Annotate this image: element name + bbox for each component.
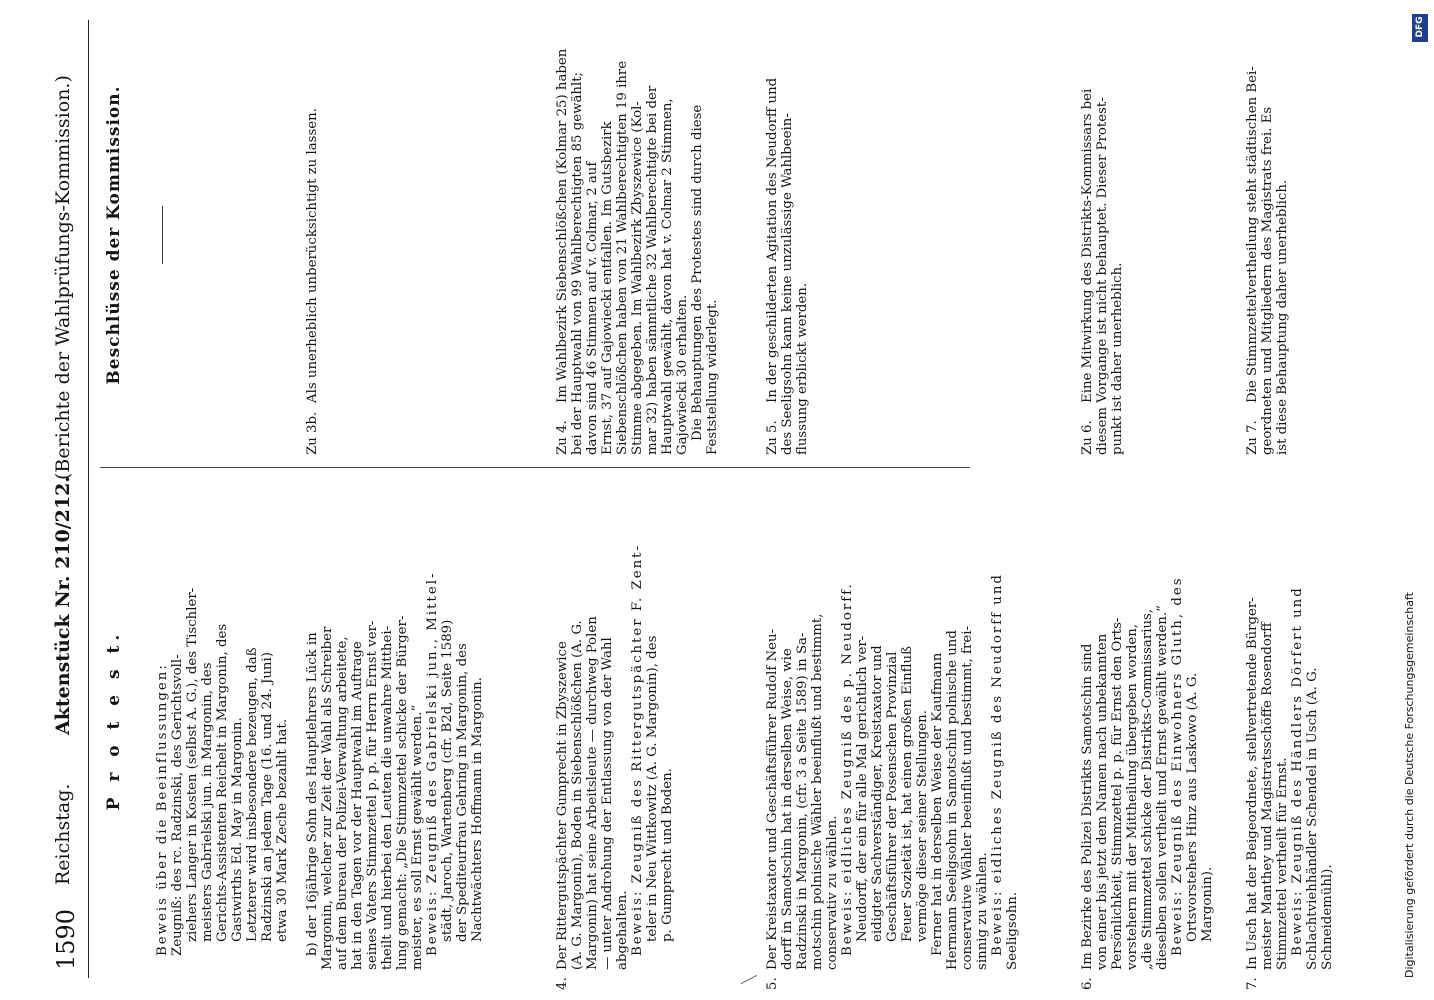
protest-line: von einer bis jetzt dem Namen nach unbekannten [1095, 633, 1110, 970]
protest-line: conservative Wähler beeinflußt und bestimmt, frei- [960, 626, 975, 970]
protest-line: meisters Gabrielski jun. in Margonin, des [200, 662, 215, 942]
protest-line: Beweis: eidliches Zeugniß des Neudorff und [990, 573, 1005, 956]
dfg-logo-text: DFG [1415, 16, 1425, 38]
protest-entry-3b [305, 490, 485, 970]
protest-line: Ferner hat in derselben Weise der Kaufmann [930, 652, 945, 956]
protest-line: Gastwirths Ed. May in Margonin. [230, 717, 245, 942]
resolution-entry-6 [1080, 15, 1125, 455]
protest-line: Ortsvorstehers Hinz aus Laskowo (A. G. [1185, 672, 1200, 942]
resolution-line: Stimme abgegeben. Im Wahlbezirk Zbyszewice (Kol- [630, 101, 645, 455]
protest-title-block [104, 485, 124, 955]
protest-line: hat in den Tagen vor der Hauptwahl im Auftrage [350, 641, 365, 970]
protest-line: ziehers Langer in Kosten (selbst A. G.), des Tischler- [185, 587, 200, 942]
scan-mark [741, 975, 757, 984]
protest-line: seines Vaters Stimmzettel p. p. für Herrn Ernst ver- [365, 620, 380, 970]
resolution-entry-4 [555, 15, 720, 455]
resolution-line: mar 32) haben sämmtliche 32 Wahlberechtigte bei der [645, 85, 660, 455]
resolution-line: geordneten und Mitgliedern des Magistrats frei. Es [1260, 106, 1275, 455]
protest-entry-5 [765, 490, 1020, 990]
resolution-label: Zu 7. [1245, 420, 1260, 455]
protest-line: Margonin, welcher zur Zeit der Wahl als Schreiber [320, 626, 335, 970]
protest-title: P r o t e s t. [104, 629, 124, 811]
protest-line: meister Manthey und Magistratsschöffe Rosendorff [1260, 622, 1275, 970]
protest-line: (A. G. Margonin), Boden in Siebenschlößchen (A. G. [570, 620, 585, 970]
resolution-line: Siebenschlößchen haben von 21 Wahlberechtigten 19 ihre [615, 60, 630, 455]
protest-line: etwa 30 Mark Zeche bezahlt hat. [275, 718, 290, 942]
protest-line: Neudorff, der ein für alle Mal gerichtlich ver- [855, 635, 870, 942]
protest-line: Beweis: Zeugniß des Gabrielski jun., Mittel- [425, 571, 440, 956]
protest-line: dorff in Samotschin hat in derselben Weise, wie [780, 648, 795, 970]
resolution-label: Zu 6. [1080, 420, 1095, 455]
resolution-line: diesem Vorgange ist nicht behauptet. Dieser Protest- [1095, 97, 1110, 455]
resolution-line: Die Stimmzettelvertheilung steht städtischen Bei- [1245, 66, 1260, 403]
protest-line: Stimmzettel vertheilt für Ernst. [1275, 757, 1290, 970]
resolution-label: Zu 3b. [305, 411, 320, 455]
protest-line: „die Stimmzettel schicke der Distrikts-Commissarius, [1140, 608, 1155, 970]
protest-line: Geschäftsführer der Posenschen Provinzial [885, 651, 900, 942]
protest-line: Margonin) hat seine Arbeitsleute — durchweg Polen [585, 616, 600, 970]
resolution-line: davon sind 46 Stimmen auf v. Colmar, 2 auf [585, 161, 600, 455]
header-rule [88, 20, 89, 978]
resolution-line: Als unerheblich unberücksichtigt zu lassen. [305, 108, 320, 403]
protest-line: Beweis: eidliches Zeugniß des p. Neudorff. [840, 582, 855, 956]
protest-line: abgehalten. [615, 890, 630, 970]
digitization-credit [1403, 8, 1430, 992]
protest-item-number: 5. [765, 977, 780, 990]
title-rule [162, 206, 163, 264]
resolution-line: flussung erblickt werden. [795, 282, 810, 455]
credit-text: Digitalisierung gefördert durch die Deutsche Forschungsgemeinschaft [1403, 592, 1416, 978]
protest-line: vorstehern mit der Mittheilung übergeben worden, [1125, 623, 1140, 970]
protest-line: sinnig zu wählen. [975, 852, 990, 970]
protest-item-number: 4. [555, 977, 570, 990]
protest-line: Schneidemühl). [1320, 864, 1335, 970]
protest-line: Margonin). [1200, 866, 1215, 942]
resolution-line: Feststellung widerlegt. [705, 299, 720, 455]
protest-line: Im Bezirke des Polizei Distrikts Samotschin sind [1080, 643, 1095, 970]
protest-line: Der Kreistaxator und Geschäftsführer Rudolf Neu- [765, 628, 780, 970]
resolution-line: Eine Mitwirkung des Distrikts-Kommissars bei [1080, 88, 1095, 403]
protest-line: Schlachtviehhändler Schendel in Usch (A. G. [1305, 667, 1320, 970]
protest-line: Persönlichkeit, Stimmzettel p. p. für Ernst den Orts- [1110, 617, 1125, 970]
page-number: 1590 [52, 908, 80, 970]
protest-line: b) der 16jährige Sohn des Hauptlehrers Lück in [305, 632, 320, 956]
protest-line: theilt und hierbei den Leuten die unwahre Mitthei- [380, 625, 395, 970]
protest-line: conservativ zu wählen. [825, 815, 840, 970]
protest-line: Beweis: Zeugniß des Händlers Dörfert und [1290, 586, 1305, 956]
protest-line: städt, Jaroch, Wartenberg (cfr. B2d, Seite 1589) [440, 619, 455, 942]
protest-line: p. Gumprecht und Boden. [660, 768, 675, 942]
protest-line: Der Rittergutspächter Gumprecht in Zbyszewice [555, 641, 570, 970]
protest-line: eidigter Sachverständiger, Kreistaxator und [870, 645, 885, 942]
protest-line: Gerichts-Assistenten Reichelt in Margonin, des [215, 623, 230, 942]
protest-line: — unter Androhung der Entlassung von der Wahl [600, 637, 615, 970]
protest-line: Radzinski in Margonin, (cfr. 3 a Seite 1589) in Sa- [795, 632, 810, 970]
resolutions-title-block [104, 15, 163, 455]
header-left-text: Reichstag. [52, 783, 74, 885]
protest-line: auf dem Bureau der Polizei-Verwaltung arbeitete, [335, 636, 350, 970]
protest-line: Beweis über die Beeinflussungen: [155, 663, 170, 956]
resolution-line: In der geschilderten Agitation des Neudorff und [765, 77, 780, 403]
resolution-entry-7 [1245, 15, 1290, 455]
protest-line: Zeugniß: des rc. Radzinski, des Gerichtsvoll- [170, 654, 185, 956]
protest-line: Nachtwächters Hoffmann in Margonin. [470, 677, 485, 942]
resolution-entry-5 [765, 15, 810, 455]
resolution-line: Gajowiecki 30 erhalten. [675, 294, 690, 455]
protest-line: Hermann Seeligsohn in Samotschin polnische und [945, 630, 960, 970]
protest-line: Letzterer wird insbesondere bezeugen, daß [245, 647, 260, 942]
protest-entry-6 [1080, 490, 1215, 990]
header-right-text: (Berichte der Wahlprüfungs-Kommission.) [52, 75, 74, 480]
protest-line: Feuer Sozietät ist, hat einen großen Einfluß [900, 646, 915, 942]
protest-line: der Spediteurfrau Gehring in Margonin, des [455, 643, 470, 942]
protest-entry-beweis [155, 490, 290, 970]
document-number: Aktenstück Nr. 210/212. [52, 476, 74, 735]
resolution-line: Ernst, 37 auf Gajowiecki entfallen. Im Gutsbezirk [600, 121, 615, 455]
resolution-entry-3b [305, 15, 320, 455]
resolution-label: Zu 5. [765, 420, 780, 455]
protest-line: lung gemacht: „Die Stimmzettel schicke der Bürger- [395, 615, 410, 970]
resolution-line: Die Behauptungen des Protestes sind durch diese [690, 104, 705, 441]
resolution-label: Zu 4. [555, 420, 570, 455]
protest-line: Beweis: Zeugniß des Einwohners Gluth, des [1170, 576, 1185, 956]
resolution-line: des Seeligsohn kann keine unzulässige Wahlbeein- [780, 113, 795, 455]
protest-line: Seeligsohn. [1005, 891, 1020, 970]
protest-item-number: 6. [1080, 977, 1095, 990]
protest-item-number: 7. [1245, 977, 1260, 990]
resolution-line: Im Wahlbezirk Siebenschlößchen (Kolmar 25) haben [555, 48, 570, 403]
protest-entry-4 [555, 490, 675, 990]
protest-line: Beweis: Zeugniß des Rittergutspächter F. Zent- [630, 544, 645, 956]
resolution-line: punkt ist daher unerheblich. [1110, 262, 1125, 455]
column-divider [100, 467, 970, 468]
protest-line: teler in Neu Wittkowitz (A. G. Margonin), des [645, 635, 660, 942]
protest-line: dieselben sollen vertheilt und Ernst gewählt werden.“ [1155, 605, 1170, 970]
resolution-line: bei der Hauptwahl von 99 Wahlberechtigten 85 gewählt; [570, 71, 585, 455]
resolution-line: Hauptwahl gewählt, davon hat v. Colmar 2 Stimmen, [660, 98, 675, 455]
protest-line: vermöge dieser seiner Stellungen. [915, 710, 930, 942]
protest-line: meister, es soll Ernst gewählt werden.“ [410, 704, 425, 970]
protest-line: motschin polnische Wähler beeinflußt und bestimmt, [810, 613, 825, 970]
resolution-line: ist diese Behauptung daher unerheblich. [1275, 179, 1290, 455]
protest-line: Radzinski an jedem Tage (16. und 24. Juni) [260, 652, 275, 942]
protest-line: In Usch hat der Beigeordnete, stellvertretende Bürger- [1245, 597, 1260, 970]
protest-entry-7 [1245, 490, 1335, 990]
resolutions-title: Beschlüsse der Kommission. [104, 85, 124, 385]
